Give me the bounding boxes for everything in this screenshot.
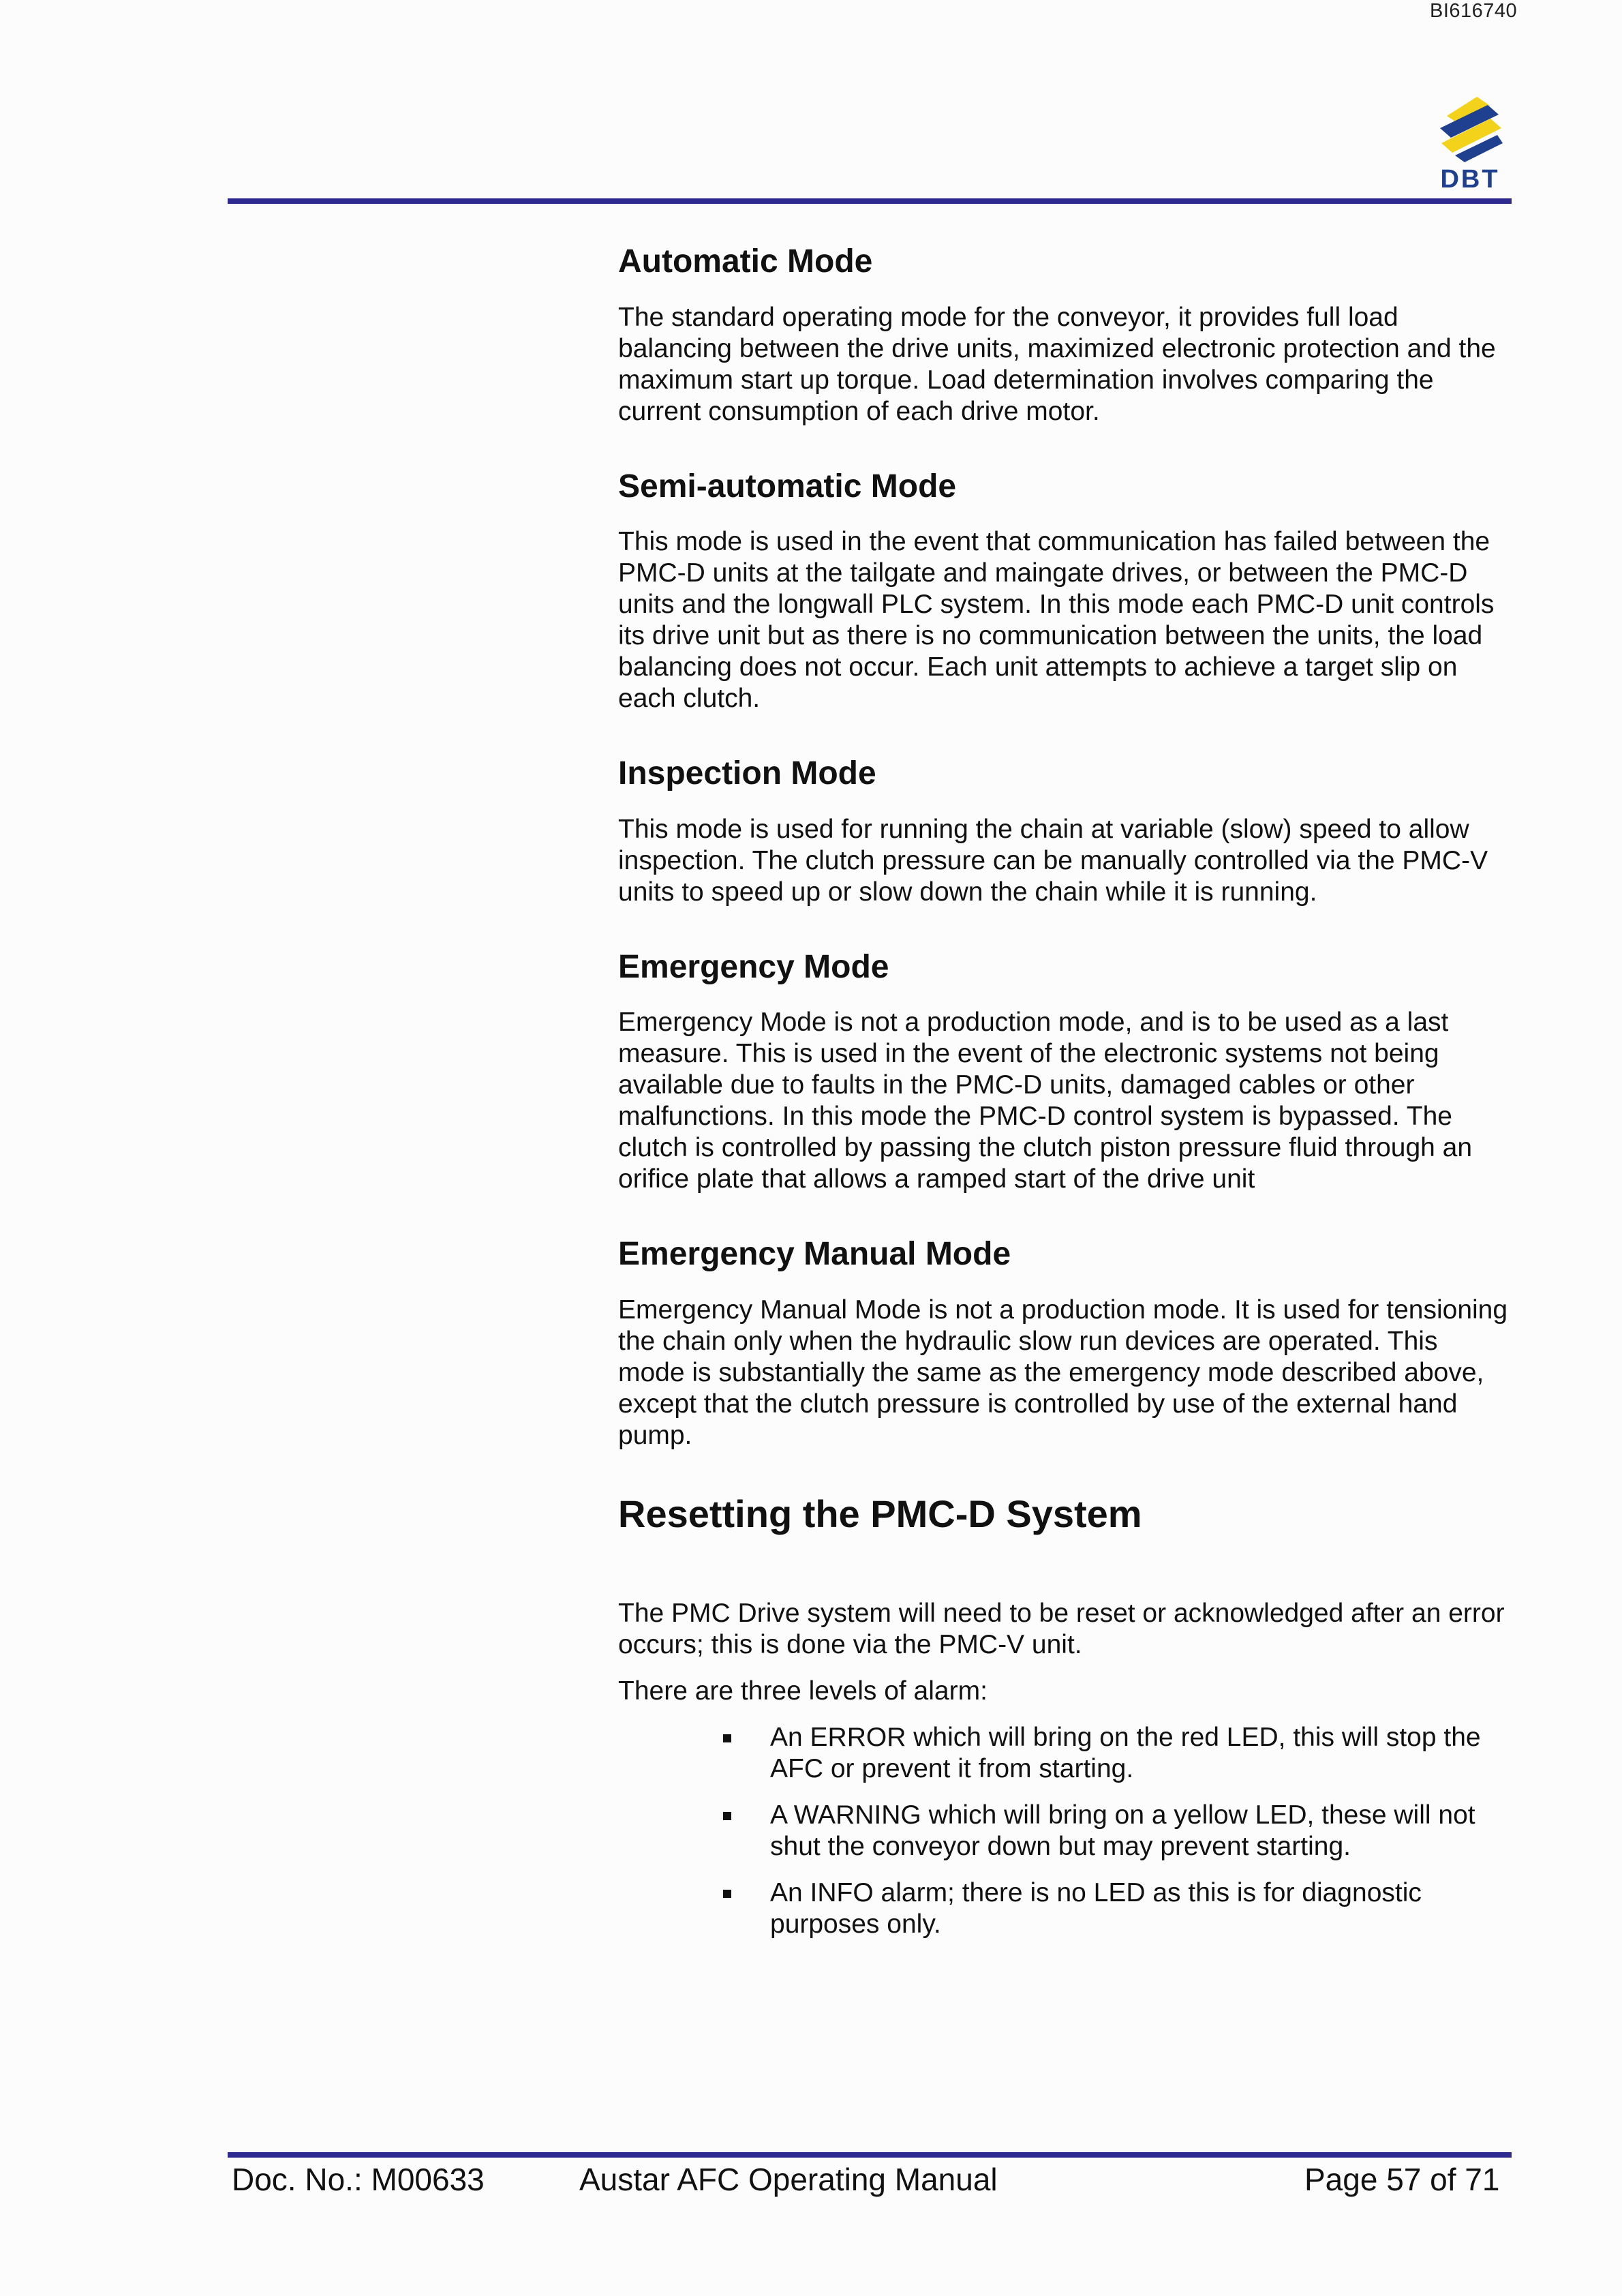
- section-heading: Semi-automatic Mode: [618, 468, 957, 504]
- list-item-text: A WARNING which will bring on a yellow LED, these will not shut the conveyor down but may prevent starting.: [770, 1800, 1475, 1862]
- page-content: [618, 242, 1511, 1955]
- list-item: [770, 1800, 1511, 1862]
- document-id: BI616740: [1430, 0, 1518, 22]
- section-emergency-manual-mode: [618, 1235, 1511, 1451]
- section-body: This mode is used for running the chain at variable (slow) speed to allow inspection. The clutch pressure can be manually controlled via the PMC-V units to speed up or slow down the chain while it is running.: [618, 814, 1488, 907]
- section-body: This mode is used in the event that communication has failed between the PMC-D units at the tailgate and maingate drives, or between the PMC-D units and the longwall PLC system. In this mode each PMC-D unit controls its drive unit but as there is no communication between the units, the load balancing does not occur. Each unit attempts to achieve a target slip on each clutch.: [618, 527, 1495, 714]
- section-semi-automatic-mode: [618, 467, 1511, 715]
- list-item: [770, 1877, 1511, 1940]
- footer-rule: [228, 2152, 1512, 2158]
- reset-intro: The PMC Drive system will need to be reset or acknowledged after an error occurs; this is done via the PMC-V unit.: [618, 1599, 1505, 1660]
- section-body: Emergency Mode is not a production mode, and is to be used as a last measure. This is used in the event of the electronic systems not being available due to faults in the PMC-D units, damaged cables or other malfunctions. In this mode the PMC-D control system is bypassed. The clutch is controlled by passing the clutch piston pressure fluid through an orifice plate that allows a ramped start of the drive unit: [618, 1008, 1473, 1194]
- logo-text: DBT: [1440, 165, 1500, 191]
- section-heading: Automatic Mode: [618, 243, 873, 280]
- list-item-text: An INFO alarm; there is no LED as this is for diagnostic purposes only.: [770, 1878, 1422, 1939]
- section-heading: Emergency Manual Mode: [618, 1236, 1011, 1273]
- section-automatic-mode: [618, 242, 1511, 427]
- list-item: [770, 1722, 1511, 1785]
- footer-manual-title: Austar AFC Operating Manual: [579, 2162, 998, 2197]
- dbt-logo: [1435, 95, 1506, 191]
- bullet-icon: [723, 1890, 731, 1898]
- footer-page-number: Page 57 of 71: [1304, 2162, 1500, 2197]
- bullet-icon: [723, 1734, 731, 1742]
- section-resetting-system: [618, 1491, 1511, 1940]
- section-body: The standard operating mode for the conveyor, it provides full load balancing between the drive units, maximized electronic protection and the maximum start up torque. Load determination involves comparing the current consumption of each drive motor.: [618, 302, 1496, 426]
- section-body: Emergency Manual Mode is not a production mode. It is used for tensioning the chain only when the hydraulic slow run devices are operated. This mode is substantially the same as the emergency mode described above, except that the clutch pressure is controlled by use of the external hand pump.: [618, 1295, 1508, 1450]
- section-heading: Emergency Mode: [618, 948, 889, 985]
- section-emergency-mode: [618, 948, 1511, 1196]
- bullet-icon: [723, 1812, 731, 1820]
- footer-doc-number: Doc. No.: M00633: [232, 2162, 485, 2197]
- alarm-levels-list: [618, 1722, 1511, 1940]
- section-inspection-mode: [618, 754, 1511, 908]
- list-item-text: An ERROR which will bring on the red LED, this will stop the AFC or prevent it from starting.: [770, 1723, 1481, 1784]
- section-heading: Inspection Mode: [618, 755, 876, 792]
- alarm-levels-intro: There are three levels of alarm:: [618, 1676, 988, 1706]
- header-rule: [228, 198, 1512, 204]
- section-title: Resetting the PMC-D System: [618, 1492, 1142, 1535]
- logo-emblem-icon: [1440, 97, 1503, 162]
